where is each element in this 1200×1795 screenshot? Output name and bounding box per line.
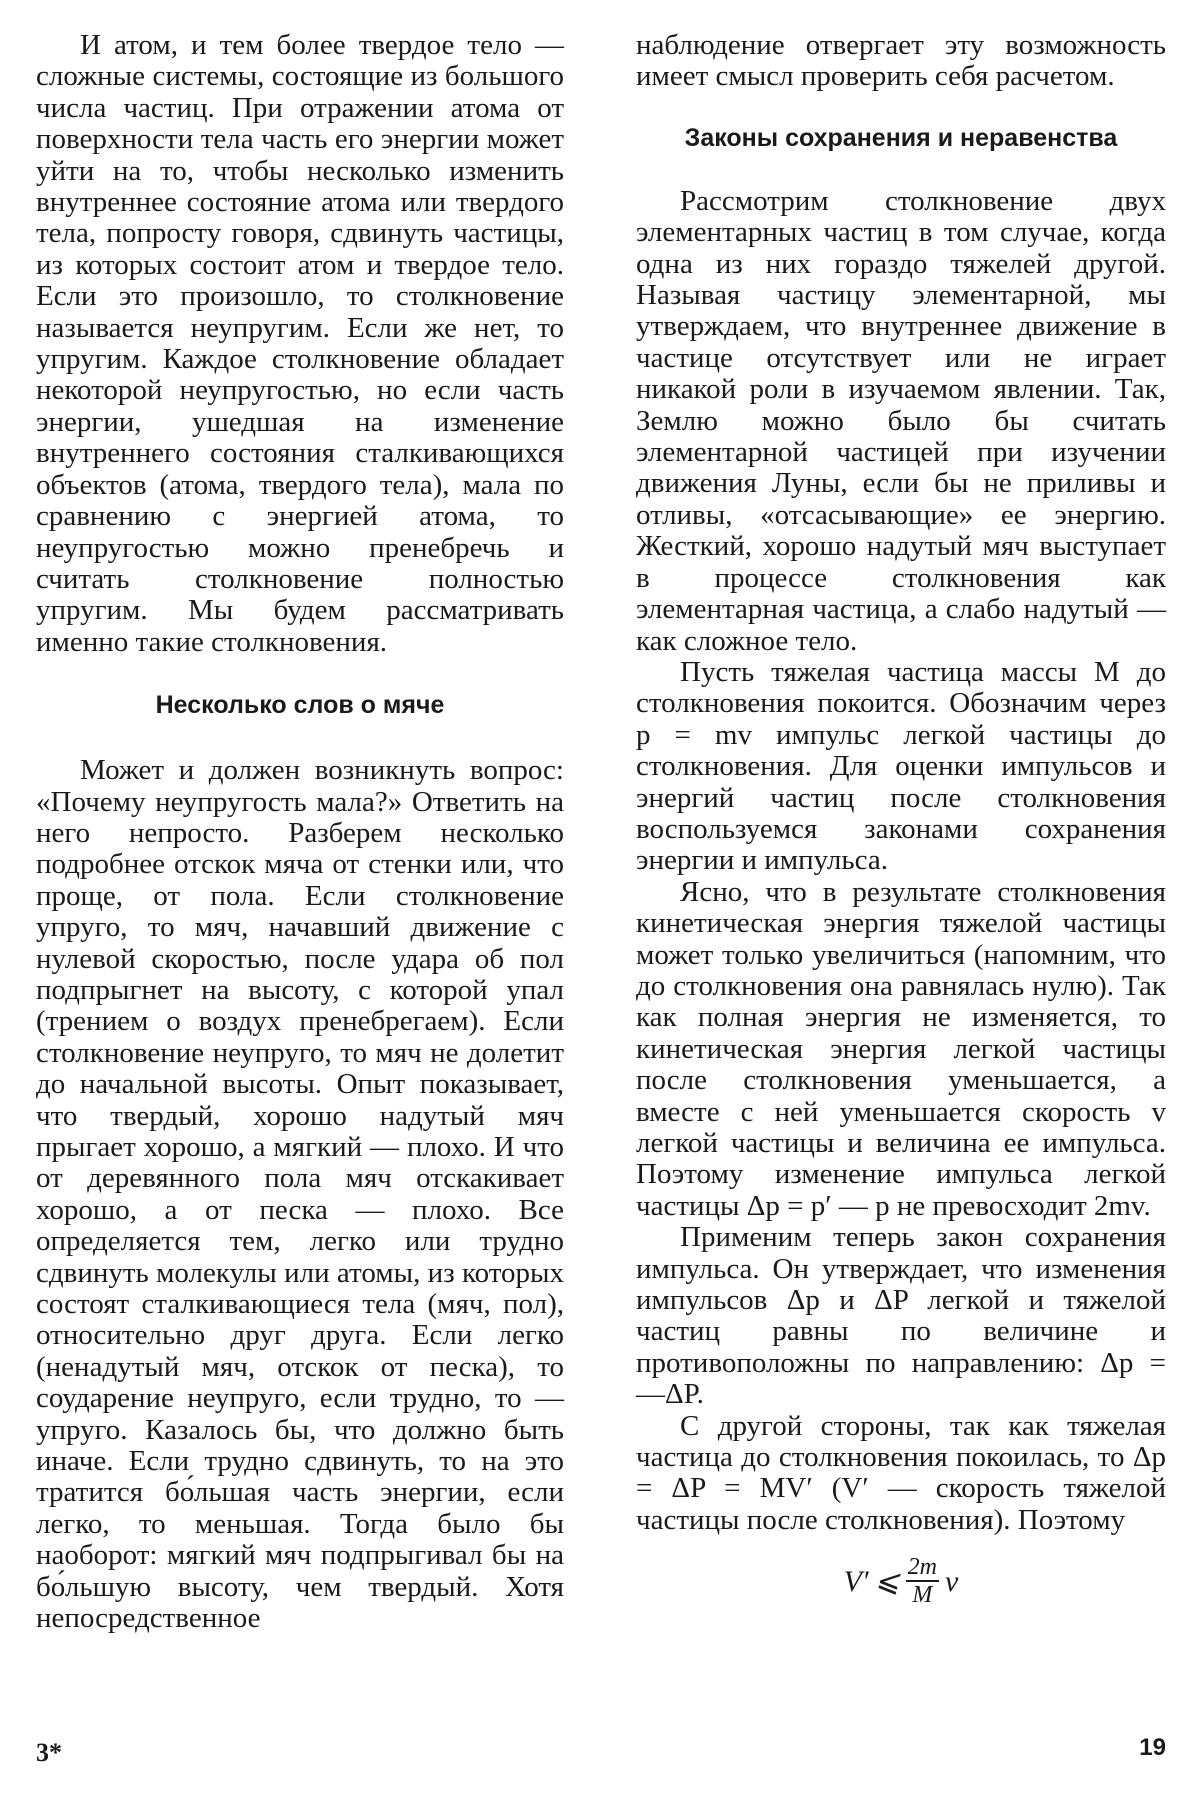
signature-mark: 3* — [36, 1738, 62, 1767]
formula-fraction — [906, 1554, 939, 1608]
section-heading-conservation: Законы сохранения и неравенства — [684, 123, 1118, 152]
paragraph-momentum-law: Применим теперь закон сохранения импульса. Он утверждает, что изменения импульсов Δp и ΔP легкой и тяжелой частиц равны по величине и противоположны по направлению: Δp = —ΔP. — [636, 1221, 1166, 1411]
page-number: 19 — [1139, 1734, 1166, 1761]
right-column — [636, 30, 1166, 1608]
formula-denominator: M — [912, 1582, 933, 1609]
paragraph-continuation: наблюдение отвергает эту возможность имеет смысл проверить себя расчетом. — [636, 29, 1166, 93]
inequality-formula — [636, 1554, 1166, 1608]
paragraph-kinetic-energy: Ясно, что в результате столкновения кинетическая энергия тяжелой частицы может только увеличиться (напомним, что до столкновения она равнялась нулю). Так как полная энергия не изменяется, то кинетическая энергия легкой частицы после столкновения уменьшается, а вместе с ней уменьшается скорость v легкой частицы и величина ее импульса. Поэтому изменение импульса легкой частицы Δp = p′ — p не превосходит 2mv. — [636, 875, 1166, 1222]
paragraph-ball: Может и должен возникнуть вопрос: «Почему неупругость мала?» Ответить на него непросто. Разберем несколько подробнее отскок мяча от стенки или, что проще, от пола. Если столкновение упруго, то мяч, начавший движение с нулевой скоростью, после удара об пол подпрыгнет на высоту, с которой упал (трением о воздух пренебрегаем). Если столкновение неупруго, то мяч не долетит до начальной высоты. Опыт показывает, что твердый, хорошо надутый мяч прыгает хорошо, а мягкий — плохо. И что от деревянного пола мяч отскакивает хорошо, а от песка — плохо. Все определяется тем, легко или трудно сдвинуть молекулы или атомы, из которых состоят сталкивающиеся тела (мяч, пол), относительно друг друга. Если легко (ненадутый мяч, отскок от песка), то соударение неупруго, если трудно, то — упруго. Казалось бы, что должно быть иначе. Если трудно сдвинуть, то на это тратится бо́льшая часть энергии, если легко, то меньшая. Тогда было бы наоборот: мягкий мяч подпрыгивал бы на бо́льшую высоту, чем твердый. Хотя непосредственное — [36, 754, 564, 1635]
paragraph-collision: Рассмотрим столкновение двух элементарных частиц в том случае, когда одна из них гораздо тяжелей другой. Называя частицу элементарной, мы утверждаем, что внутреннее движение в частице отсутствует или не играет никакой роли в изучаемом явлении. Так, Землю можно было бы считать элементарной частицей при изучении движения Луны, если бы не приливы и отливы, «отсасывающие» ее энергию. Жесткий, хорошо надутый мяч выступает в процессе столкновения как элементарная частица, а слабо надутый — как сложное тело. — [636, 184, 1166, 657]
paragraph-conclusion: С другой стороны, так как тяжелая частица до столкновения покоилась, то Δp = ΔP = MV′ (V′ — скорость тяжелой частицы после столкновения). Поэтому — [636, 1409, 1166, 1536]
formula-factor: v — [945, 1564, 959, 1598]
formula-lhs: V′ — [843, 1564, 869, 1598]
formula-numerator: 2m — [907, 1554, 938, 1581]
section-heading-ball: Несколько слов о мяче — [155, 691, 445, 720]
paragraph-heavy-particle: Пусть тяжелая частица массы M до столкновения покоится. Обозначим через p = mv импульс легкой частицы до столкновения. Для оценки импульсов и энергий частиц после столкновения воспользуемся законами сохранения энергии и импульса. — [636, 655, 1166, 877]
formula-relation: ⩽ — [874, 1564, 900, 1598]
paragraph-intro: И атом, и тем более твердое тело — сложные системы, состоящие из большого числа частиц. При отражении атома от поверхности тела часть его энергии может уйти на то, чтобы несколько изменить внутреннее состояние атома или твердого тела, попросту говоря, сдвинуть частицы, из которых состоит атом и твердое тело. Если это произошло, то столкновение называется неупругим. Если же нет, то упругим. Каждое столкновение обладает некоторой неупругостью, но если часть энергии, ушедшая на изменение внутреннего состояния сталкивающихся объектов (атома, твердого тела), мала по сравнению с энергией атома, то неупругостью можно пренебречь и считать столкновение полностью упругим. Мы будем рассматривать именно такие столкновения. — [36, 29, 564, 658]
left-column — [36, 30, 564, 1635]
